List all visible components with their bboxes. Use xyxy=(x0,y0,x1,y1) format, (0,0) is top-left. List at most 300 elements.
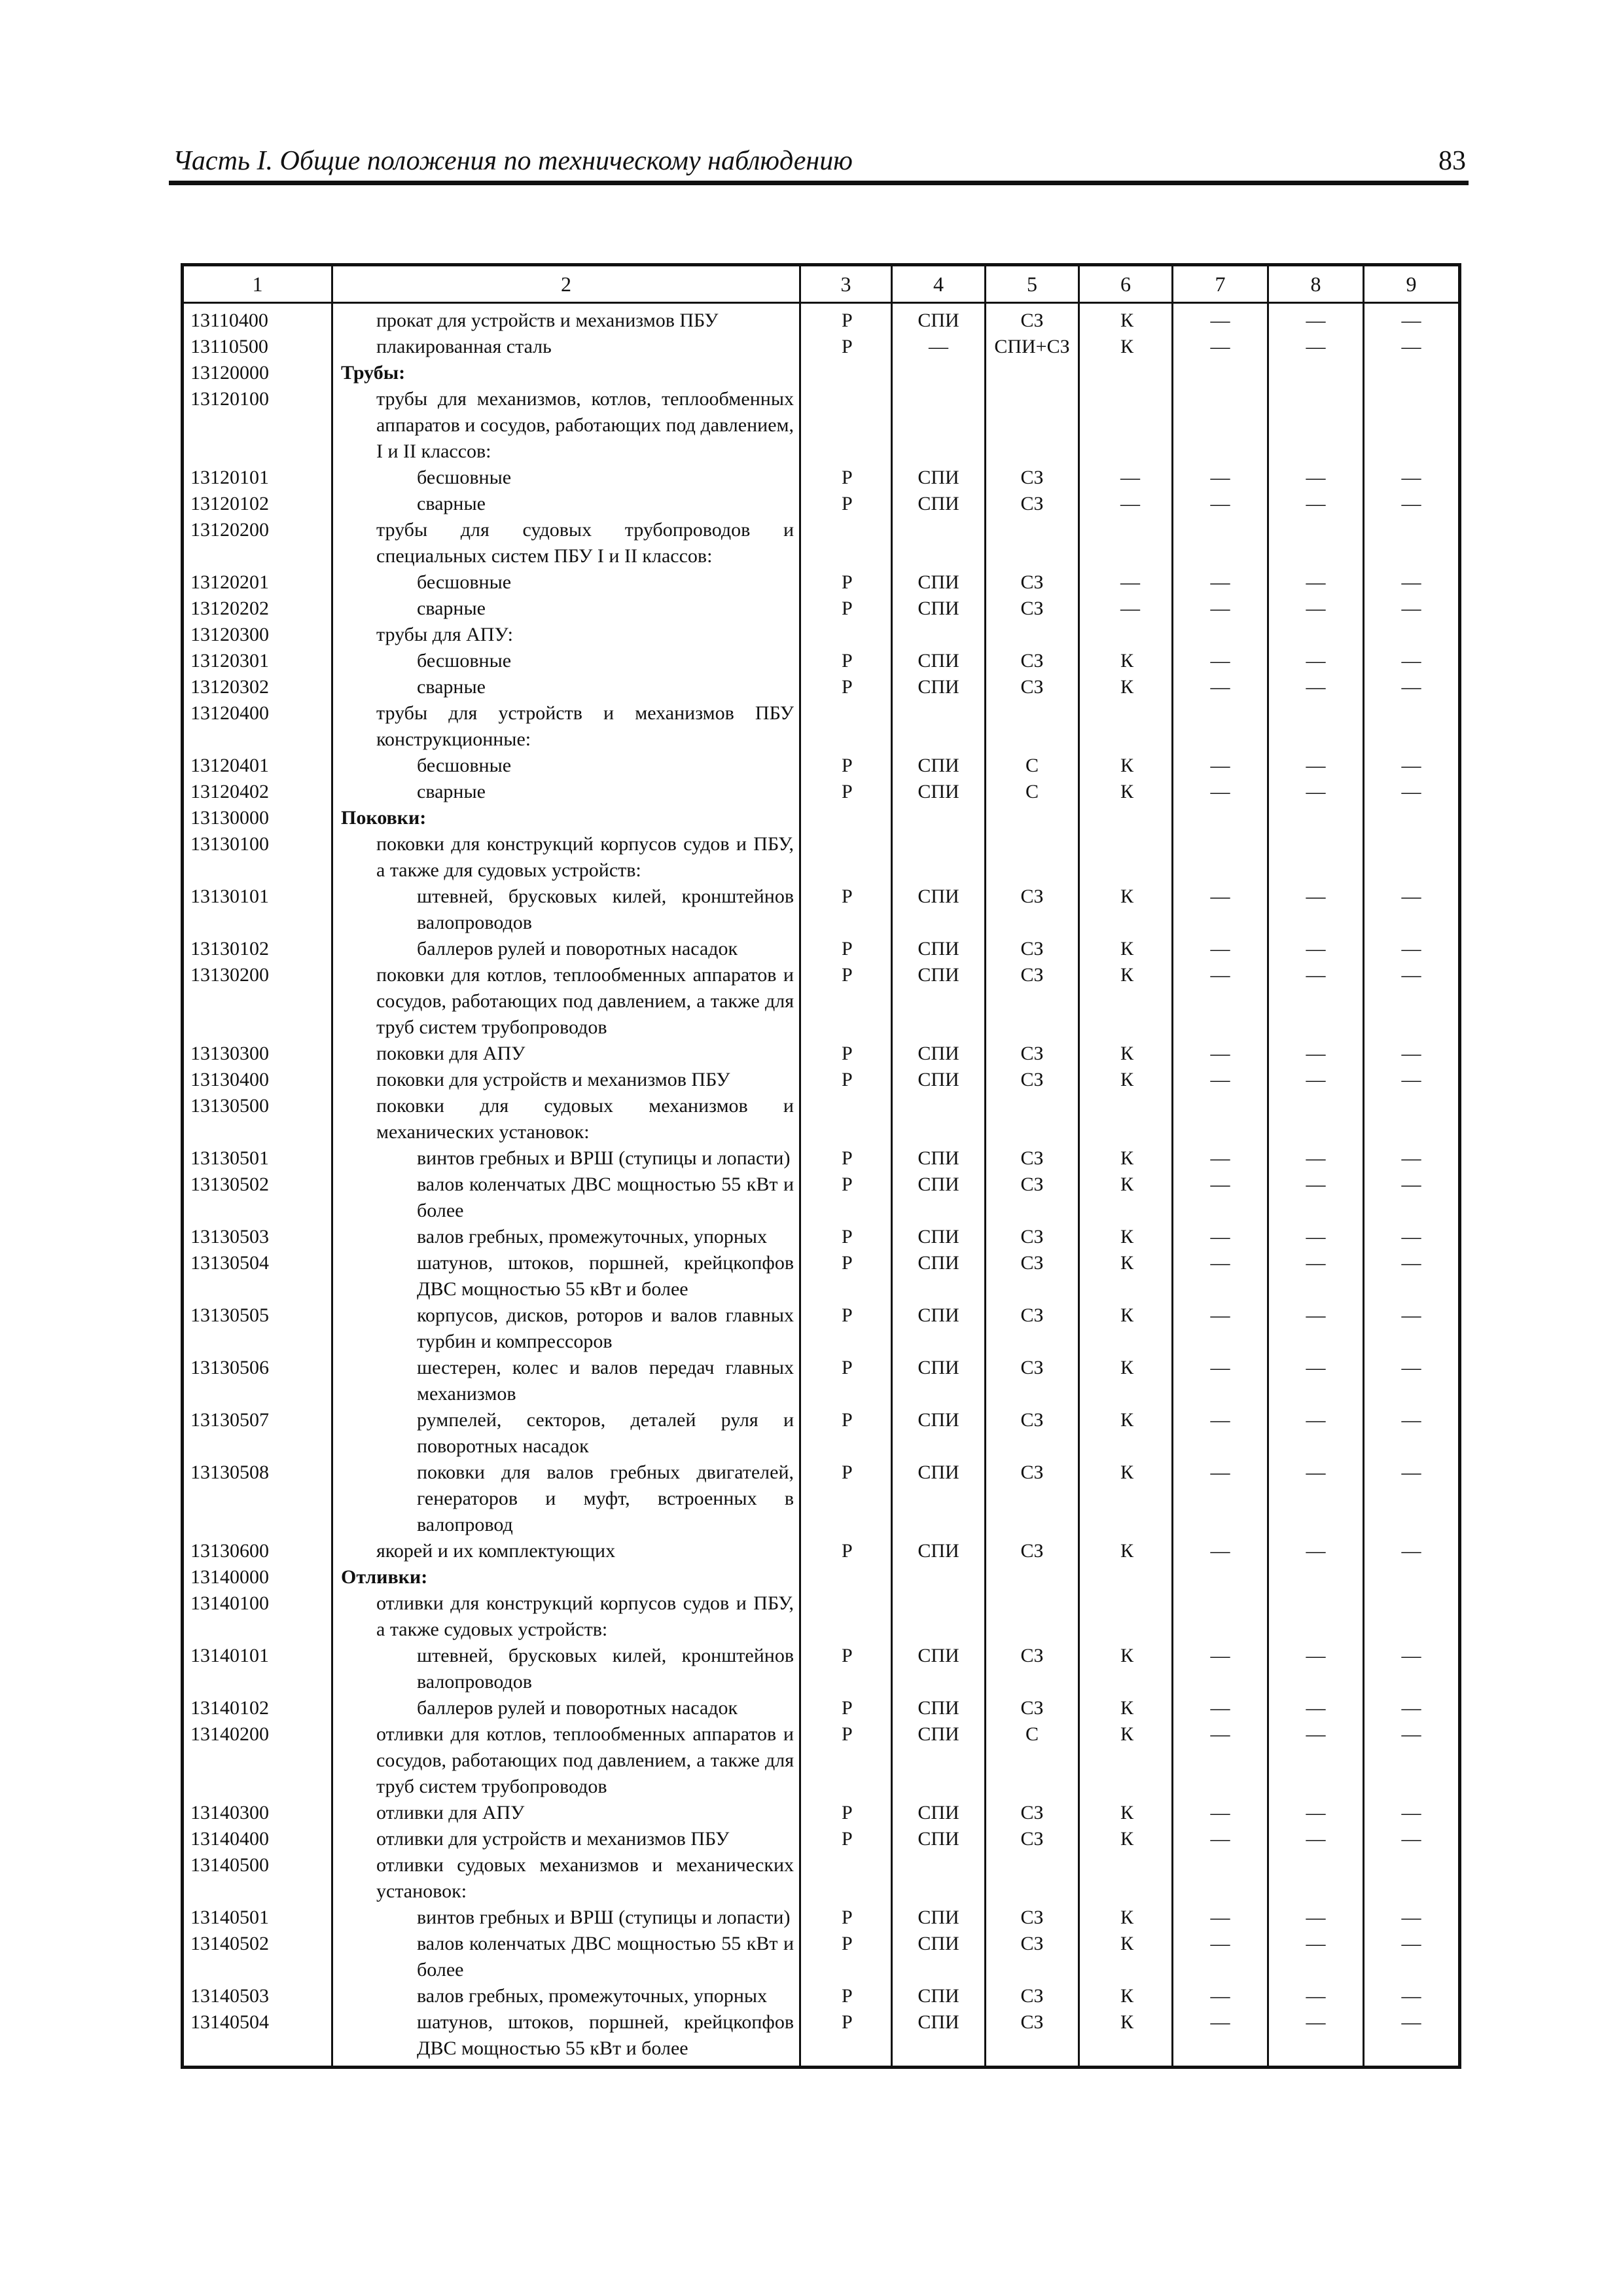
cell-col-8 xyxy=(1268,622,1364,648)
cell-col-8: — xyxy=(1268,753,1364,779)
item-description: отливки для конструкций корпусов судов и ПБУ, а также судовых устройств: xyxy=(332,1590,800,1643)
cell-col-5: С xyxy=(986,753,1079,779)
cell-col-6: К xyxy=(1079,1460,1173,1538)
cell-col-8: — xyxy=(1268,1407,1364,1460)
cell-col-6: К xyxy=(1079,1983,1173,2009)
cell-col-9: — xyxy=(1364,303,1460,334)
table-row xyxy=(183,517,1460,569)
cell-col-6: — xyxy=(1079,491,1173,517)
cell-col-5 xyxy=(986,517,1079,569)
cell-col-7: — xyxy=(1173,303,1268,334)
item-description: трубы для механизмов, котлов, теплообменных аппаратов и сосудов, работающих под давлением, I и II классов: xyxy=(332,386,800,465)
item-description: отливки для АПУ xyxy=(332,1800,800,1826)
item-code: 13130507 xyxy=(183,1407,332,1460)
cell-col-4: СПИ xyxy=(892,1302,986,1355)
cell-col-4: СПИ xyxy=(892,779,986,805)
cell-col-5: СЗ xyxy=(986,1643,1079,1695)
cell-col-6: К xyxy=(1079,648,1173,674)
table-row xyxy=(183,1355,1460,1407)
cell-col-6: — xyxy=(1079,569,1173,596)
item-description: баллеров рулей и поворотных насадок xyxy=(332,1695,800,1721)
cell-col-9: — xyxy=(1364,1145,1460,1172)
cell-col-3: Р xyxy=(800,1250,892,1302)
column-header-7: 7 xyxy=(1173,265,1268,303)
table-row xyxy=(183,1983,1460,2009)
cell-col-7: — xyxy=(1173,1643,1268,1695)
item-code: 13130400 xyxy=(183,1067,332,1093)
item-description: прокат для устройств и механизмов ПБУ xyxy=(332,303,800,334)
cell-col-7: — xyxy=(1173,1407,1268,1460)
cell-col-4: СПИ xyxy=(892,1695,986,1721)
cell-col-4 xyxy=(892,831,986,884)
cell-col-3: Р xyxy=(800,1643,892,1695)
cell-col-3 xyxy=(800,517,892,569)
item-code: 13140501 xyxy=(183,1905,332,1931)
table-row xyxy=(183,1564,1460,1590)
section-heading: Поковки: xyxy=(332,805,800,831)
cell-col-3: Р xyxy=(800,1905,892,1931)
cell-col-9: — xyxy=(1364,1643,1460,1695)
cell-col-3: Р xyxy=(800,1355,892,1407)
cell-col-7: — xyxy=(1173,1302,1268,1355)
column-header-2: 2 xyxy=(332,265,800,303)
cell-col-3: Р xyxy=(800,1800,892,1826)
cell-col-5: СЗ xyxy=(986,674,1079,700)
item-description: румпелей, секторов, деталей руля и поворотных насадок xyxy=(332,1407,800,1460)
cell-col-5: СЗ xyxy=(986,1407,1079,1460)
item-description: валов коленчатых ДВС мощностью 55 кВт и более xyxy=(332,1931,800,1983)
cell-col-7 xyxy=(1173,517,1268,569)
table-row xyxy=(183,1590,1460,1643)
cell-col-3: Р xyxy=(800,334,892,360)
cell-col-4: СПИ xyxy=(892,1538,986,1564)
cell-col-5: СЗ xyxy=(986,2009,1079,2068)
item-code: 13130000 xyxy=(183,805,332,831)
cell-col-8: — xyxy=(1268,1172,1364,1224)
cell-col-8: — xyxy=(1268,1145,1364,1172)
table-row xyxy=(183,1145,1460,1172)
cell-col-3: Р xyxy=(800,936,892,962)
cell-col-8 xyxy=(1268,1852,1364,1905)
cell-col-4 xyxy=(892,1564,986,1590)
table-row xyxy=(183,1852,1460,1905)
cell-col-3: Р xyxy=(800,1302,892,1355)
item-code: 13130101 xyxy=(183,884,332,936)
cell-col-3: Р xyxy=(800,465,892,491)
cell-col-4 xyxy=(892,622,986,648)
cell-col-4 xyxy=(892,386,986,465)
table-row xyxy=(183,936,1460,962)
cell-col-5: СЗ xyxy=(986,1145,1079,1172)
cell-col-4: СПИ xyxy=(892,1172,986,1224)
cell-col-5: СПИ+СЗ xyxy=(986,334,1079,360)
cell-col-3 xyxy=(800,1564,892,1590)
cell-col-3: Р xyxy=(800,596,892,622)
cell-col-7 xyxy=(1173,1852,1268,1905)
cell-col-6: К xyxy=(1079,1407,1173,1460)
cell-col-5: СЗ xyxy=(986,1172,1079,1224)
item-description: бесшовные xyxy=(332,465,800,491)
cell-col-4: СПИ xyxy=(892,1983,986,2009)
table-row xyxy=(183,2009,1460,2068)
cell-col-7: — xyxy=(1173,1538,1268,1564)
cell-col-9: — xyxy=(1364,1460,1460,1538)
cell-col-6 xyxy=(1079,1852,1173,1905)
cell-col-5: СЗ xyxy=(986,648,1079,674)
table-row xyxy=(183,1905,1460,1931)
cell-col-3: Р xyxy=(800,303,892,334)
cell-col-8: — xyxy=(1268,1224,1364,1250)
cell-col-7: — xyxy=(1173,753,1268,779)
cell-col-7 xyxy=(1173,831,1268,884)
cell-col-9: — xyxy=(1364,1905,1460,1931)
cell-col-4 xyxy=(892,1590,986,1643)
cell-col-9: — xyxy=(1364,596,1460,622)
table-row xyxy=(183,1067,1460,1093)
cell-col-4: СПИ xyxy=(892,1407,986,1460)
item-description: поковки для котлов, теплообменных аппаратов и сосудов, работающих под давлением, а также для труб систем трубопроводов xyxy=(332,962,800,1041)
cell-col-9: — xyxy=(1364,1800,1460,1826)
table-row xyxy=(183,1460,1460,1538)
cell-col-4: СПИ xyxy=(892,1250,986,1302)
table-row xyxy=(183,596,1460,622)
cell-col-7: — xyxy=(1173,1905,1268,1931)
cell-col-3 xyxy=(800,805,892,831)
item-description: поковки для валов гребных двигателей, генераторов и муфт, встроенных в валопровод xyxy=(332,1460,800,1538)
item-code: 13130200 xyxy=(183,962,332,1041)
item-code: 13130506 xyxy=(183,1355,332,1407)
item-description: валов гребных, промежуточных, упорных xyxy=(332,1983,800,2009)
cell-col-5: СЗ xyxy=(986,1826,1079,1852)
cell-col-4: СПИ xyxy=(892,1905,986,1931)
cell-col-4: — xyxy=(892,334,986,360)
cell-col-4: СПИ xyxy=(892,884,986,936)
cell-col-9 xyxy=(1364,360,1460,386)
cell-col-5: СЗ xyxy=(986,962,1079,1041)
cell-col-8: — xyxy=(1268,303,1364,334)
cell-col-3: Р xyxy=(800,753,892,779)
item-description: сварные xyxy=(332,674,800,700)
cell-col-7: — xyxy=(1173,1145,1268,1172)
table-body xyxy=(183,303,1460,2068)
cell-col-9: — xyxy=(1364,1695,1460,1721)
cell-col-9: — xyxy=(1364,1250,1460,1302)
table-row xyxy=(183,569,1460,596)
table-row xyxy=(183,805,1460,831)
cell-col-6: К xyxy=(1079,1302,1173,1355)
table-row xyxy=(183,1250,1460,1302)
item-description: якорей и их комплектующих xyxy=(332,1538,800,1564)
column-header-9: 9 xyxy=(1364,265,1460,303)
table-row xyxy=(183,360,1460,386)
cell-col-9: — xyxy=(1364,1538,1460,1564)
item-description: плакированная сталь xyxy=(332,334,800,360)
cell-col-4: СПИ xyxy=(892,753,986,779)
table-header xyxy=(183,265,1460,303)
cell-col-8: — xyxy=(1268,1041,1364,1067)
cell-col-5: СЗ xyxy=(986,1983,1079,2009)
item-code: 13120300 xyxy=(183,622,332,648)
cell-col-7: — xyxy=(1173,1355,1268,1407)
cell-col-4: СПИ xyxy=(892,596,986,622)
cell-col-5: СЗ xyxy=(986,1905,1079,1931)
cell-col-8 xyxy=(1268,360,1364,386)
cell-col-3: Р xyxy=(800,2009,892,2068)
item-code: 13120101 xyxy=(183,465,332,491)
item-description: трубы для АПУ: xyxy=(332,622,800,648)
cell-col-4 xyxy=(892,1093,986,1145)
item-code: 13120400 xyxy=(183,700,332,753)
cell-col-5 xyxy=(986,1590,1079,1643)
cell-col-5 xyxy=(986,1564,1079,1590)
cell-col-7 xyxy=(1173,622,1268,648)
cell-col-3: Р xyxy=(800,1695,892,1721)
cell-col-8: — xyxy=(1268,1538,1364,1564)
table-row xyxy=(183,1407,1460,1460)
cell-col-9 xyxy=(1364,622,1460,648)
cell-col-6: К xyxy=(1079,1931,1173,1983)
cell-col-6: — xyxy=(1079,465,1173,491)
cell-col-8: — xyxy=(1268,1460,1364,1538)
cell-col-4: СПИ xyxy=(892,1643,986,1695)
cell-col-7 xyxy=(1173,1093,1268,1145)
item-code: 13130102 xyxy=(183,936,332,962)
item-description: поковки для судовых механизмов и механических установок: xyxy=(332,1093,800,1145)
item-description: поковки для АПУ xyxy=(332,1041,800,1067)
item-description: поковки для устройств и механизмов ПБУ xyxy=(332,1067,800,1093)
cell-col-7: — xyxy=(1173,1800,1268,1826)
cell-col-7: — xyxy=(1173,674,1268,700)
cell-col-5: СЗ xyxy=(986,1067,1079,1093)
page-header xyxy=(169,143,1469,185)
item-description: бесшовные xyxy=(332,569,800,596)
running-title: Часть I. Общие положения по техническому наблюдению xyxy=(173,146,853,176)
cell-col-9: — xyxy=(1364,569,1460,596)
item-code: 13120301 xyxy=(183,648,332,674)
cell-col-7: — xyxy=(1173,491,1268,517)
cell-col-6: К xyxy=(1079,1041,1173,1067)
cell-col-5: СЗ xyxy=(986,1250,1079,1302)
item-code: 13140100 xyxy=(183,1590,332,1643)
cell-col-8: — xyxy=(1268,1721,1364,1800)
cell-col-3: Р xyxy=(800,1041,892,1067)
table-row xyxy=(183,386,1460,465)
cell-col-7: — xyxy=(1173,2009,1268,2068)
cell-col-8: — xyxy=(1268,1905,1364,1931)
cell-col-9 xyxy=(1364,386,1460,465)
cell-col-4 xyxy=(892,360,986,386)
item-code: 13130501 xyxy=(183,1145,332,1172)
cell-col-8: — xyxy=(1268,648,1364,674)
cell-col-3: Р xyxy=(800,648,892,674)
cell-col-8: — xyxy=(1268,465,1364,491)
cell-col-7 xyxy=(1173,360,1268,386)
table-row xyxy=(183,465,1460,491)
item-code: 13130508 xyxy=(183,1460,332,1538)
cell-col-4: СПИ xyxy=(892,1460,986,1538)
cell-col-6: К xyxy=(1079,1172,1173,1224)
cell-col-7: — xyxy=(1173,1041,1268,1067)
cell-col-4: СПИ xyxy=(892,1041,986,1067)
cell-col-5: СЗ xyxy=(986,465,1079,491)
table-row xyxy=(183,779,1460,805)
cell-col-9: — xyxy=(1364,1224,1460,1250)
item-description: отливки для устройств и механизмов ПБУ xyxy=(332,1826,800,1852)
cell-col-9: — xyxy=(1364,491,1460,517)
cell-col-8 xyxy=(1268,831,1364,884)
item-code: 13130100 xyxy=(183,831,332,884)
cell-col-4: СПИ xyxy=(892,569,986,596)
table-row xyxy=(183,491,1460,517)
cell-col-7 xyxy=(1173,700,1268,753)
cell-col-5 xyxy=(986,700,1079,753)
cell-col-4: СПИ xyxy=(892,936,986,962)
cell-col-7: — xyxy=(1173,884,1268,936)
cell-col-3: Р xyxy=(800,1721,892,1800)
cell-col-7 xyxy=(1173,386,1268,465)
cell-col-9: — xyxy=(1364,648,1460,674)
cell-col-6: К xyxy=(1079,884,1173,936)
item-description: трубы для судовых трубопроводов и специальных систем ПБУ I и II классов: xyxy=(332,517,800,569)
cell-col-9: — xyxy=(1364,1172,1460,1224)
cell-col-9: — xyxy=(1364,1983,1460,2009)
cell-col-6: К xyxy=(1079,2009,1173,2068)
item-description: винтов гребных и ВРШ (ступицы и лопасти) xyxy=(332,1905,800,1931)
cell-col-6: К xyxy=(1079,1905,1173,1931)
item-code: 13120100 xyxy=(183,386,332,465)
cell-col-5: СЗ xyxy=(986,1302,1079,1355)
cell-col-5: СЗ xyxy=(986,1460,1079,1538)
cell-col-3: Р xyxy=(800,674,892,700)
cell-col-7: — xyxy=(1173,779,1268,805)
item-code: 13140000 xyxy=(183,1564,332,1590)
cell-col-4 xyxy=(892,805,986,831)
item-code: 13120201 xyxy=(183,569,332,596)
cell-col-9: — xyxy=(1364,1407,1460,1460)
cell-col-4 xyxy=(892,1852,986,1905)
cell-col-6 xyxy=(1079,1564,1173,1590)
item-code: 13140504 xyxy=(183,2009,332,2068)
item-code: 13140500 xyxy=(183,1852,332,1905)
cell-col-3: Р xyxy=(800,962,892,1041)
table-row xyxy=(183,1800,1460,1826)
cell-col-4: СПИ xyxy=(892,962,986,1041)
cell-col-6: К xyxy=(1079,1067,1173,1093)
cell-col-4: СПИ xyxy=(892,1931,986,1983)
cell-col-7: — xyxy=(1173,962,1268,1041)
cell-col-8 xyxy=(1268,1093,1364,1145)
cell-col-8: — xyxy=(1268,491,1364,517)
cell-col-8: — xyxy=(1268,1302,1364,1355)
column-number-row xyxy=(183,265,1460,303)
cell-col-4: СПИ xyxy=(892,648,986,674)
cell-col-7: — xyxy=(1173,1172,1268,1224)
cell-col-9 xyxy=(1364,517,1460,569)
item-description: винтов гребных и ВРШ (ступицы и лопасти) xyxy=(332,1145,800,1172)
cell-col-9: — xyxy=(1364,884,1460,936)
cell-col-6: К xyxy=(1079,1721,1173,1800)
cell-col-4: СПИ xyxy=(892,465,986,491)
cell-col-6: К xyxy=(1079,1800,1173,1826)
cell-col-6: К xyxy=(1079,1224,1173,1250)
cell-col-8: — xyxy=(1268,334,1364,360)
cell-col-5 xyxy=(986,622,1079,648)
cell-col-6 xyxy=(1079,805,1173,831)
item-code: 13120200 xyxy=(183,517,332,569)
cell-col-3 xyxy=(800,622,892,648)
cell-col-9: — xyxy=(1364,2009,1460,2068)
item-description: отливки судовых механизмов и механических установок: xyxy=(332,1852,800,1905)
cell-col-3 xyxy=(800,831,892,884)
cell-col-8: — xyxy=(1268,962,1364,1041)
cell-col-5: СЗ xyxy=(986,1695,1079,1721)
table-row xyxy=(183,1093,1460,1145)
cell-col-8: — xyxy=(1268,1931,1364,1983)
cell-col-9 xyxy=(1364,1564,1460,1590)
cell-col-3: Р xyxy=(800,1407,892,1460)
cell-col-6: К xyxy=(1079,1538,1173,1564)
item-description: бесшовные xyxy=(332,648,800,674)
cell-col-7 xyxy=(1173,805,1268,831)
cell-col-9: — xyxy=(1364,465,1460,491)
item-code: 13130300 xyxy=(183,1041,332,1067)
cell-col-8 xyxy=(1268,386,1364,465)
cell-col-9: — xyxy=(1364,1067,1460,1093)
cell-col-9: — xyxy=(1364,936,1460,962)
cell-col-4: СПИ xyxy=(892,1067,986,1093)
item-description: баллеров рулей и поворотных насадок xyxy=(332,936,800,962)
item-description: шатунов, штоков, поршней, крейцкопфов ДВС мощностью 55 кВт и более xyxy=(332,2009,800,2068)
cell-col-3: Р xyxy=(800,1538,892,1564)
cell-col-4: СПИ xyxy=(892,1145,986,1172)
cell-col-9 xyxy=(1364,805,1460,831)
cell-col-6: К xyxy=(1079,1250,1173,1302)
cell-col-9: — xyxy=(1364,753,1460,779)
item-description: отливки для котлов, теплообменных аппаратов и сосудов, работающих под давлением, а также для труб систем трубопроводов xyxy=(332,1721,800,1800)
cell-col-8: — xyxy=(1268,779,1364,805)
cell-col-3: Р xyxy=(800,1224,892,1250)
cell-col-3: Р xyxy=(800,884,892,936)
cell-col-6: К xyxy=(1079,962,1173,1041)
cell-col-8 xyxy=(1268,517,1364,569)
cell-col-6 xyxy=(1079,831,1173,884)
cell-col-6: К xyxy=(1079,1826,1173,1852)
cell-col-6 xyxy=(1079,386,1173,465)
cell-col-6: К xyxy=(1079,753,1173,779)
cell-col-7: — xyxy=(1173,1250,1268,1302)
cell-col-8: — xyxy=(1268,1800,1364,1826)
table-row xyxy=(183,674,1460,700)
cell-col-3: Р xyxy=(800,1931,892,1983)
table-row xyxy=(183,831,1460,884)
table-row xyxy=(183,648,1460,674)
table-row xyxy=(183,700,1460,753)
item-description: валов гребных, промежуточных, упорных xyxy=(332,1224,800,1250)
cell-col-4: СПИ xyxy=(892,303,986,334)
column-header-5: 5 xyxy=(986,265,1079,303)
table-row xyxy=(183,303,1460,334)
cell-col-9: — xyxy=(1364,1931,1460,1983)
cell-col-9: — xyxy=(1364,1355,1460,1407)
item-code: 13130505 xyxy=(183,1302,332,1355)
cell-col-3: Р xyxy=(800,1145,892,1172)
section-heading: Трубы: xyxy=(332,360,800,386)
cell-col-6: К xyxy=(1079,1145,1173,1172)
cell-col-9 xyxy=(1364,1590,1460,1643)
cell-col-9: — xyxy=(1364,1826,1460,1852)
item-code: 13120202 xyxy=(183,596,332,622)
column-header-6: 6 xyxy=(1079,265,1173,303)
